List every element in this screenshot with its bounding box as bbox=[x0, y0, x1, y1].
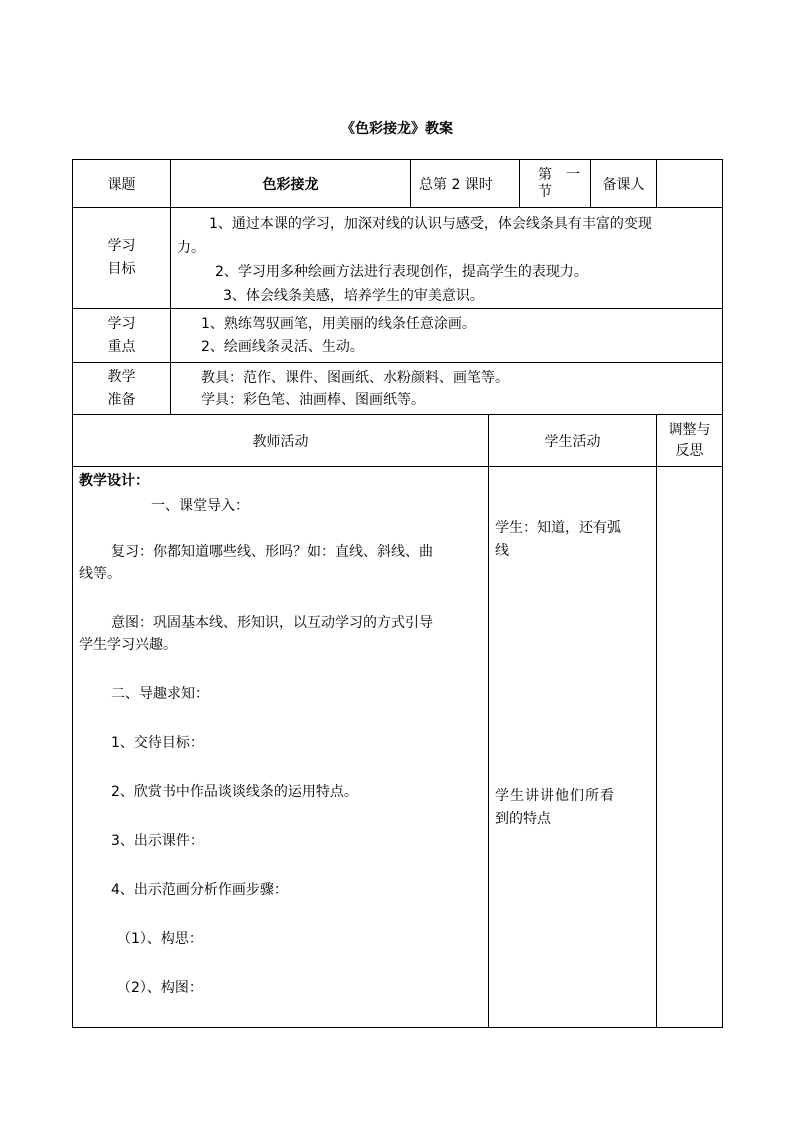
prep-student-tools: 学具：彩色笔、油画棒、图画纸等。 bbox=[201, 391, 425, 408]
goal-3: 3、体会线条美感，培养学生的审美意识。 bbox=[223, 288, 484, 304]
topic-label: 课题 bbox=[73, 160, 171, 208]
goals-content bbox=[171, 208, 723, 309]
design-heading: 教学设计： bbox=[79, 473, 149, 489]
preparer-value bbox=[657, 160, 723, 208]
adjust-header-line2: 反思 bbox=[675, 442, 704, 459]
adjust-header bbox=[657, 415, 723, 467]
design-intent-line2: 学生学习兴趣。 bbox=[79, 637, 177, 653]
prep-teacher-tools: 教具：范作、课件、图画纸、水粉颜料、画笔等。 bbox=[201, 369, 509, 386]
focus-label-line2: 重点 bbox=[107, 338, 136, 355]
focus-label bbox=[73, 309, 171, 363]
goals-label-line1: 学习 bbox=[107, 238, 136, 254]
topic-value: 色彩接龙 bbox=[171, 160, 411, 208]
design-intent-line1: 意图：巩固基本线、形知识，以互动学习的方式引导 bbox=[111, 615, 433, 631]
goals-row bbox=[73, 208, 723, 309]
goals-label-line2: 目标 bbox=[107, 261, 136, 277]
lesson-count: 总第 2 课时 bbox=[411, 160, 520, 208]
prep-label-line2: 准备 bbox=[107, 391, 136, 408]
focus-1: 1、熟练驾驭画笔，用美丽的线条任意涂画。 bbox=[201, 315, 476, 332]
student-answer1-line2: 线 bbox=[495, 543, 509, 559]
student-activity-header: 学生活动 bbox=[489, 415, 657, 467]
lesson-plan-table bbox=[72, 159, 723, 1028]
section-line2: 节 bbox=[538, 183, 552, 200]
student-activity-content bbox=[489, 467, 657, 1028]
design-step4: 4、出示范画分析作画步骤： bbox=[111, 882, 288, 898]
student-answer2-line1: 学生讲讲他们所看 bbox=[495, 788, 615, 804]
teacher-activity-content bbox=[73, 467, 489, 1028]
design-step1: 1、交待目标： bbox=[111, 735, 204, 751]
prep-label bbox=[73, 363, 171, 415]
design-review-line2: 线等。 bbox=[79, 566, 121, 582]
teacher-activity-header: 教师活动 bbox=[73, 415, 489, 467]
header-row bbox=[73, 160, 723, 208]
section-cell bbox=[520, 160, 591, 208]
column-header-row bbox=[73, 415, 723, 467]
design-section2: 二、导趣求知： bbox=[111, 686, 209, 702]
preparer-label: 备课人 bbox=[591, 160, 657, 208]
goal-2: 2、学习用多种绘画方法进行表现创作，提高学生的表现力。 bbox=[215, 264, 588, 280]
focus-content bbox=[171, 309, 723, 363]
student-answer2-line2: 到的特点 bbox=[495, 811, 551, 827]
design-sub2: （2）、构图： bbox=[117, 980, 203, 996]
page-title: 《色彩接龙》教案 bbox=[341, 121, 453, 137]
focus-2: 2、绘画线条灵活、生动。 bbox=[201, 338, 364, 355]
focus-label-line1: 学习 bbox=[107, 315, 136, 332]
prep-content bbox=[171, 363, 723, 415]
design-review-line1: 复习：你都知道哪些线、形吗？如：直线、斜线、曲 bbox=[111, 544, 433, 560]
adjust-header-line1: 调整与 bbox=[668, 421, 711, 438]
goal-1: 1、通过本课的学习，加深对线的认识与感受，体会线条具有丰富的变现 bbox=[209, 216, 652, 232]
design-step3: 3、出示课件： bbox=[111, 833, 204, 849]
design-sub1: （1）、构思： bbox=[117, 931, 203, 947]
focus-row bbox=[73, 309, 723, 363]
goal-1-cont: 力。 bbox=[177, 240, 205, 256]
goals-label bbox=[73, 208, 171, 309]
design-step2: 2、欣赏书中作品谈谈线条的运用特点。 bbox=[111, 784, 358, 800]
prep-label-line1: 教学 bbox=[107, 368, 136, 385]
student-answer1-line1: 学生：知道，还有弧 bbox=[495, 520, 621, 536]
prep-row bbox=[73, 363, 723, 415]
design-section1: 一、课堂导入： bbox=[151, 498, 249, 514]
activity-row bbox=[73, 467, 723, 1028]
adjust-content bbox=[657, 467, 723, 1028]
section-line1: 第 一 bbox=[538, 166, 580, 183]
